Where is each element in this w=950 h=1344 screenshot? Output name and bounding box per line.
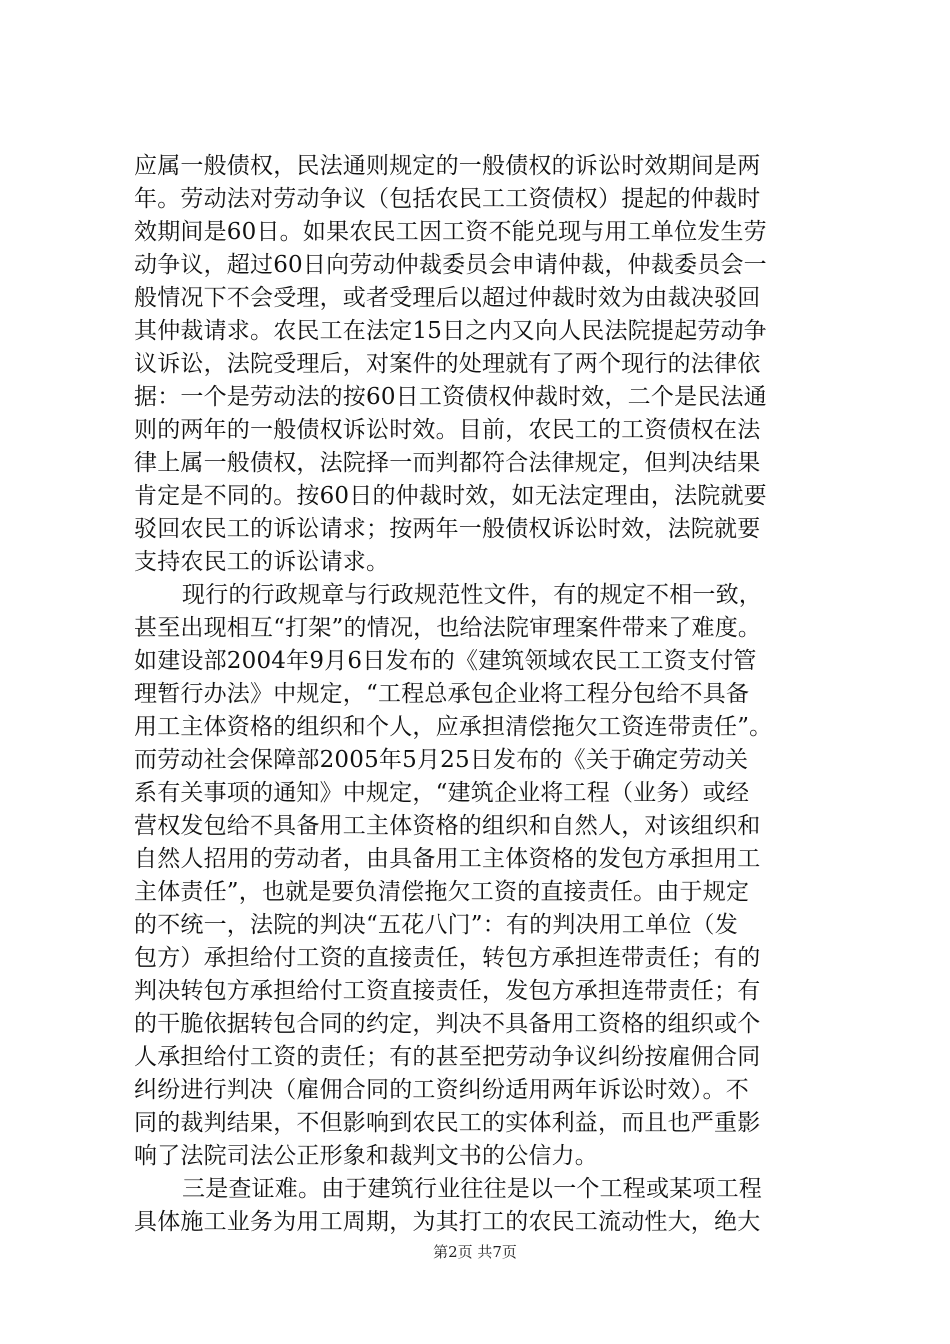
- text-line: 同的裁判结果，不但影响到农民工的实体利益，而且也严重影: [134, 1110, 761, 1136]
- text-line: 包方）承担给付工资的直接责任，转包方承担连带责任；有的: [134, 945, 761, 971]
- text-line: 人承担给付工资的责任；有的甚至把劳动争议纠纷按雇佣合同: [134, 1044, 761, 1070]
- text-line: 自然人招用的劳动者，由具备用工主体资格的发包方承担用工: [134, 846, 761, 872]
- paragraph-start-line: 现行的行政规章与行政规范性文件，有的规定不相一致，: [182, 582, 762, 608]
- text-line: 营权发包给不具备用工主体资格的组织和自然人，对该组织和: [134, 813, 761, 839]
- page-number-footer: 第2页 共7页: [433, 1243, 517, 1261]
- text-line: 般情况下不会受理，或者受理后以超过仲裁时效为由裁决驳回: [134, 285, 761, 311]
- text-line: 效期间是60日。如果农民工因工资不能兑现与用工单位发生劳: [134, 219, 767, 245]
- text-line: 驳回农民工的诉讼请求；按两年一般债权诉讼时效，法院就要: [134, 516, 761, 542]
- text-line: 用工主体资格的组织和个人，应承担清偿拖欠工资连带责任”。: [134, 714, 773, 740]
- text-line: 主体责任”，也就是要负清偿拖欠工资的直接责任。由于规定: [134, 879, 750, 905]
- paragraph-start-line: 三是查证难。由于建筑行业往往是以一个工程或某项工程: [182, 1176, 762, 1202]
- text-line: 纠纷进行判决（雇佣合同的工资纠纷适用两年诉讼时效）。不: [134, 1077, 749, 1103]
- text-line: 则的两年的一般债权诉讼时效。目前，农民工的工资债权在法: [134, 417, 761, 443]
- text-line: 据：一个是劳动法的按60日工资债权仲裁时效，二个是民法通: [134, 384, 767, 410]
- text-line: 理暂行办法》中规定，“工程总承包企业将工程分包给不具备: [134, 681, 750, 707]
- text-line: 甚至出现相互“打架”的情况，也给法院审理案件带来了难度。: [134, 615, 762, 641]
- text-line: 如建设部2004年9月6日发布的《建筑领域农民工工资支付管: [134, 648, 757, 674]
- text-line: 议诉讼，法院受理后，对案件的处理就有了两个现行的法律依: [134, 351, 761, 377]
- text-line: 的干脆依据转包合同的约定，判决不具备用工资格的组织或个: [134, 1011, 761, 1037]
- text-line: 的不统一，法院的判决“五花八门”：有的判决用工单位（发: [134, 912, 738, 938]
- text-line: 判决转包方承担给付工资直接责任，发包方承担连带责任；有: [134, 978, 761, 1004]
- text-line: 响了法院司法公正形象和裁判文书的公信力。: [134, 1143, 598, 1169]
- text-line: 肯定是不同的。按60日的仲裁时效，如无法定理由，法院就要: [134, 483, 767, 509]
- text-line: 而劳动社会保障部2005年5月25日发布的《关于确定劳动关: [134, 747, 749, 773]
- text-line: 系有关事项的通知》中规定，“建筑企业将工程（业务）或经: [134, 780, 750, 806]
- document-body: [134, 150, 834, 1239]
- text-line: 其仲裁请求。农民工在法定15日之内又向人民法院提起劳动争: [134, 318, 767, 344]
- text-line: 动争议，超过60日向劳动仲裁委员会申请仲裁，仲裁委员会一: [134, 252, 767, 278]
- text-line: 应属一般债权，民法通则规定的一般债权的诉讼时效期间是两: [134, 153, 761, 179]
- text-line: 支持农民工的诉讼请求。: [134, 549, 390, 575]
- text-line: 年。劳动法对劳动争议（包括农民工工资债权）提起的仲裁时: [134, 186, 761, 212]
- text-line: 律上属一般债权，法院择一而判都符合法律规定，但判决结果: [134, 450, 761, 476]
- text-line: 具体施工业务为用工周期，为其打工的农民工流动性大，绝大: [134, 1209, 761, 1235]
